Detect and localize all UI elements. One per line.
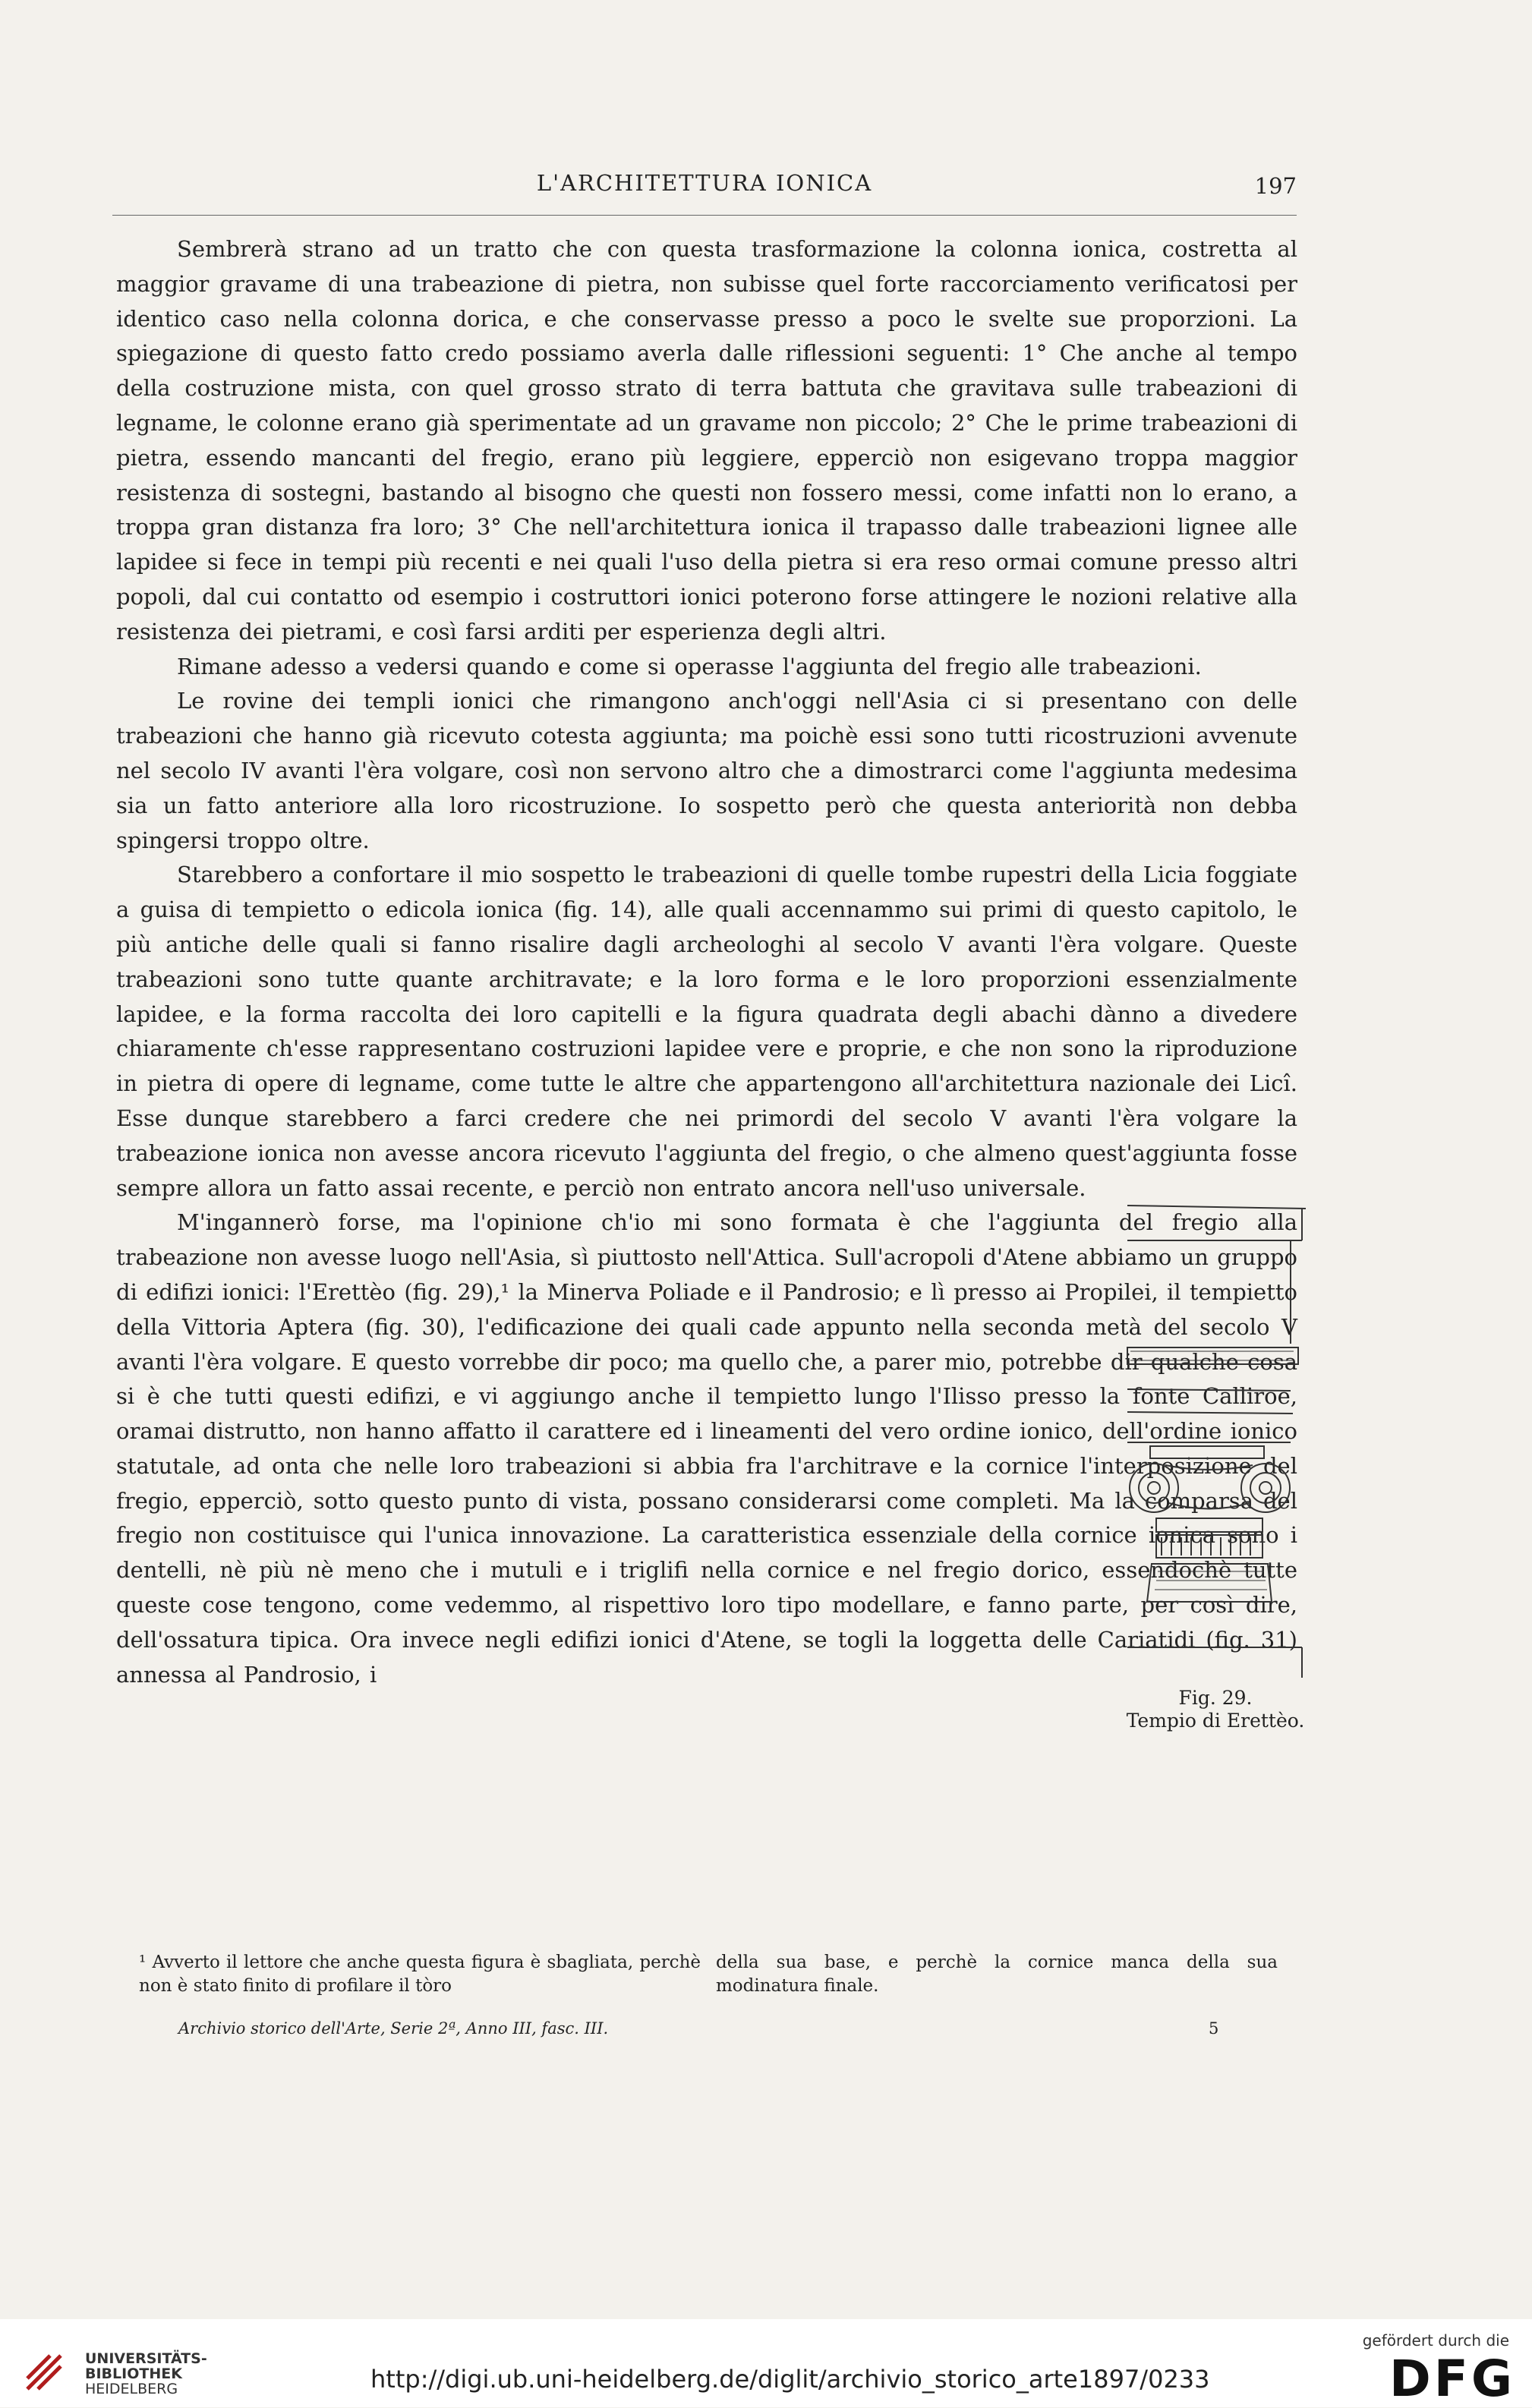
source-url-link[interactable]: http://digi.ub.uni-heidelberg.de/diglit/archivio_storico_arte1897/0233 <box>370 2365 1210 2394</box>
erechtheion-column-figure <box>1097 1192 1310 1754</box>
paragraph: Rimane adesso a vedersi quando e come si operasse l'aggiunta del fregio alle trabeazioni. <box>177 653 1202 679</box>
figure-title: Tempio di Erettèo. <box>1126 1710 1305 1732</box>
header-rule <box>112 215 1297 216</box>
paragraph: Le rovine dei templi ionici che rimangono anch'oggi nell'Asia ci si presentano con delle trabeazioni che hanno già ricevuto cotesta aggiunta; ma poichè essi sono tutti ricostruzioni avvenute nel secolo IV avanti l'èra volgare, così non servono altro che a dimostrarci come l'aggiunta medesima sia un fatto anteriore alla loro ricostruzione. Io sospetto però che questa anteriorità non debba spingersi troppo oltre. <box>116 688 1297 853</box>
signature-mark: 5 <box>1209 2019 1219 2038</box>
journal-reference: Archivio storico dell'Arte, Serie 2ª, Anno III, fasc. III. <box>178 2019 609 2038</box>
paragraph: Starebbero a confortare il mio sospetto le trabeazioni di quelle tombe rupestri della Licia foggiate a guisa di tempietto o edicola ionica (fig. 14), alle quali accennammo sui primi di questo capitolo, le più antiche delle quali si fanno risalire dagli archeologhi al secolo V avanti l'èra volgare. Queste trabeazioni sono tutte quante architravate; e la loro forma e le loro proporzioni essenzialmente lapidee, e la forma raccolta dei loro capitelli e la figura quadrata degli abachi dànno a divedere chiaramente ch'esse rappresentano costruzioni lapidee vere e proprie, e che non sono la riproduzione in pietra di opere di legname, come tutte le altre che appartengono all'architettura nazionale dei Licî. Esse dunque starebbero a farci credere che nei primordi del secolo V avanti l'èra volgare la trabeazione ionica non avesse ancora ricevuto l'aggiunta del fregio, o che almeno quest'aggiunta fosse sempre allora un fatto assai recente, e perciò non entrato ancora nell'uso universale. <box>116 862 1297 1201</box>
viewer-bar <box>0 2319 1532 2407</box>
page-title: L'ARCHITETTURA IONICA <box>536 170 873 196</box>
dfg-logo: DFG <box>1389 2350 1515 2408</box>
running-head <box>112 170 1297 200</box>
paragraph: Sembrerà strano ad un tratto che con questa trasformazione la colonna ionica, costretta al maggior gravame di una trabeazione di pietra, non subisse quel forte raccorciamento verificatosi per identico caso nella colonna dorica, e che conservasse presso a poco le svelte sue proporzioni. La spiegazione di questo fatto credo possiamo averla dalle riflessioni seguenti: 1° Che anche al tempo della costruzione mista, con quel grosso strato di terra battuta che gravitava sulle trabeazioni di legname, le colonne erano già sperimentate ad un gravame non piccolo; 2° Che le prime trabeazioni di pietra, essendo mancanti del fregio, erano più leggiere, epperciò non esigevano troppa maggior resistenza di sostegni, bastando al bisogno che questi non fossero messi, come infatti non lo erano, a troppa gran distanza fra loro; 3° Che nell'architettura ionica il trapasso dalle trabeazioni lignee alle lapidee si fece in tempi più recenti e nei quali l'uso della pietra si era reso ormai comune presso altri popoli, dal cui contatto od esempio i costruttori ionici poterono forse attingere le nozioni relative alla resistenza dei pietrami, e così farsi arditi per esperienza degli altri. <box>116 236 1297 645</box>
footnote-left: ¹ Avverto il lettore che anche questa figura è sbagliata, perchè non è stato finito di profilare il tòro <box>139 1953 701 1996</box>
paragraph: M'ingannerò forse, ma l'opinione ch'io mi sono formata è che l'aggiunta del fregio alla trabeazione non avesse luogo nell'Asia, sì piuttosto nell'Attica. Sull'acropoli d'Atene abbiamo un gruppo di edifizi ionici: l'Erettèo (fig. 29),¹ la Minerva Poliade e il Pandrosio; e lì presso ai Propilei, il tempietto della Vittoria Aptera (fig. 30), l'edificazione dei quali cade appunto nella seconda metà del secolo V avanti l'èra volgare. E questo vorrebbe dir poco; ma quello che, a parer mio, potrebbe dir qualche cosa si è che tutti questi edifizi, e vi aggiungo anche il tempietto lungo l'Ilisso presso la fonte Calliroe, oramai distrutto, non hanno affatto il carattere ed i lineamenti del vero ordine ionico, dell'ordine ionico statutale, ad onta che nelle loro trabeazioni si abbia fra l'architrave e la cornice l'interposizione del fregio, epperciò, sotto questo punto di vista, possano considerarsi come completi. Ma la comparsa del fregio non costituisce qui l'unica innovazione. La caratteristica essenziale della cornice ionica sono i dentelli, nè più nè meno che i mutuli e i triglifi nella cornice e nel fregio dorico, essendochè tutte queste cose tengono, come vedemmo, al rispettivo loro tipo modellare, e fanno parte, per così dire, dell'ossatura tipica. Ora invece negli edifizi ionici d'Atene, se togli la loggetta delle Cariatidi (fig. 31) annessa al Pandrosio, i <box>116 1209 1297 1688</box>
library-name: UNIVERSITÄTS- BIBLIOTHEK HEIDELBERG <box>85 2350 207 2397</box>
footnote-right: della sua base, e perchè la cornice manca della sua modinatura finale. <box>716 1953 1278 1996</box>
funding-label: gefördert durch die <box>1362 2331 1509 2350</box>
page-number: 197 <box>1254 173 1297 199</box>
figure-label: Fig. 29. <box>1178 1687 1253 1709</box>
figure-caption <box>1105 1687 1326 1732</box>
library-logo-icon <box>21 2350 67 2395</box>
